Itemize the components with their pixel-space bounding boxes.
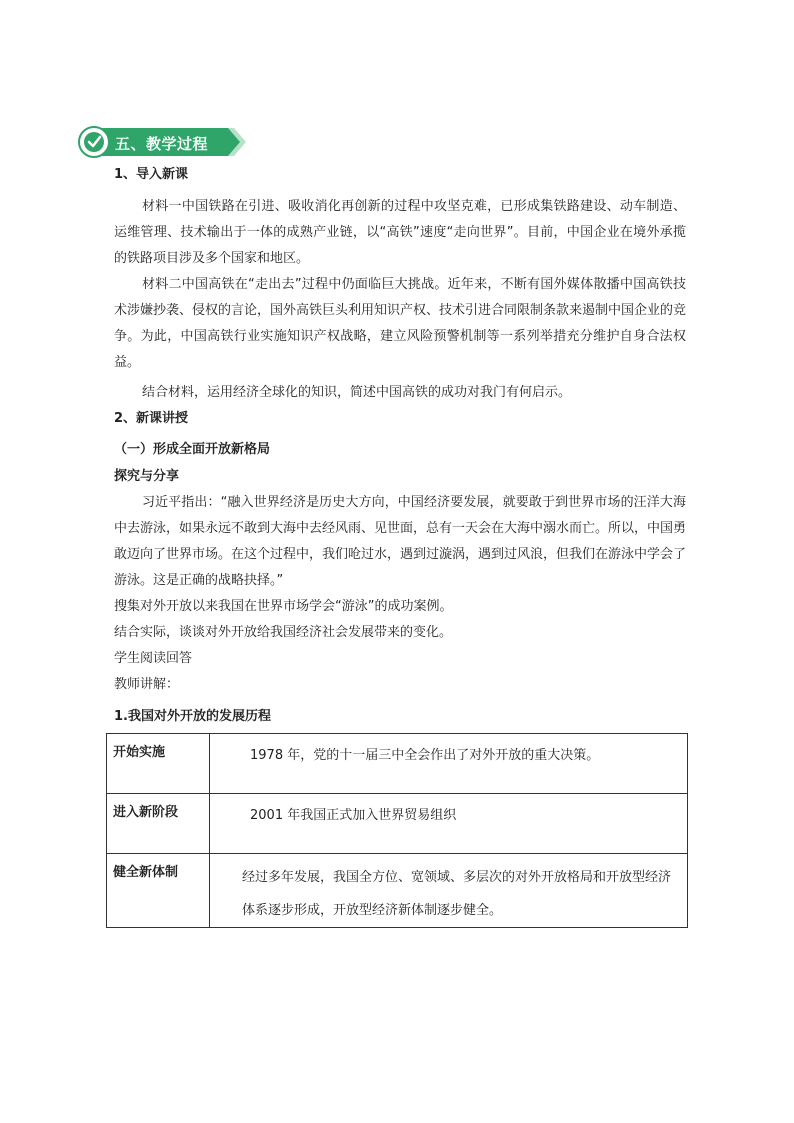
row-label: 进入新阶段 xyxy=(107,794,210,854)
heading-new-lesson: 2、新课讲授 xyxy=(114,411,189,426)
question-text: 结合材料，运用经济全球化的知识，简述中国高铁的成功对我门有何启示。 xyxy=(142,385,572,400)
subheading-open-pattern: （一）形成全面开放新格局 xyxy=(114,442,271,457)
row-text-content: 2001 年我国正式加入世界贸易组织 xyxy=(250,808,457,823)
row-label: 开始实施 xyxy=(107,734,210,794)
student-note: 学生阅读回答 xyxy=(114,651,193,666)
xi-quote: 习近平指出：“融入世界经济是历史大方向，中国经济要发展，就要敢于到世界市场的汪洋大海中去游泳，如果永远不敢到大海中去经风雨、见世面，总有一天会在大海中溺水而亡。所以，中国勇敢迈向了世界市场。在这个过程中，我们呛过水，遇到过漩涡，遇到过风浪，但我们在游泳中学会了游泳。这是正确的战略抉择。” xyxy=(114,495,687,588)
material-two: 材料二中国高铁在“走出去”过程中仍面临巨大挑战。近年来，不断有国外媒体散播中国高铁技术涉嫌抄袭、侵权的言论，国外高铁巨头利用知识产权、技术引进合同限制条款来遏制中国企业的竞争。为此，中国高铁行业实施知识产权战略，建立风险预警机制等一系列举措充分维护自身合法权益。 xyxy=(114,277,687,370)
history-table xyxy=(106,733,688,928)
row-text xyxy=(210,734,688,794)
point-history-heading: 1.我国对外开放的发展历程 xyxy=(114,709,271,724)
row-text-content: 经过多年发展，我国全方位、宽领域、多层次的对外开放格局和开放型经济体系逐步形成，开放型经济新体制逐步健全。 xyxy=(242,870,672,918)
row-text-content: 1978 年，党的十一届三中全会作出了对外开放的重大决策。 xyxy=(250,748,600,763)
row-text xyxy=(210,794,688,854)
row-label: 健全新体制 xyxy=(107,854,210,928)
table-row xyxy=(107,734,688,794)
section-banner xyxy=(78,126,248,158)
section-title: 五、教学过程 xyxy=(115,135,209,153)
teacher-note: 教师讲解： xyxy=(114,677,180,692)
row-text xyxy=(210,854,688,928)
material-one: 材料一中国铁路在引进、吸收消化再创新的过程中攻坚克难，已形成集铁路建设、动车制造、运维管理、技术输出于一体的成熟产业链，以“高铁”速度“走向世界”。目前，中国企业在境外承揽的铁路项目涉及多个国家和地区。 xyxy=(114,199,686,266)
explore-share-label: 探究与分享 xyxy=(114,469,180,484)
table-row xyxy=(107,794,688,854)
table-row xyxy=(107,854,688,928)
heading-intro: 1、导入新课 xyxy=(114,167,189,182)
task-two: 结合实际，谈谈对外开放给我国经济社会发展带来的变化。 xyxy=(114,625,453,640)
task-one: 搜集对外开放以来我国在世界市场学会“游泳”的成功案例。 xyxy=(114,599,453,614)
